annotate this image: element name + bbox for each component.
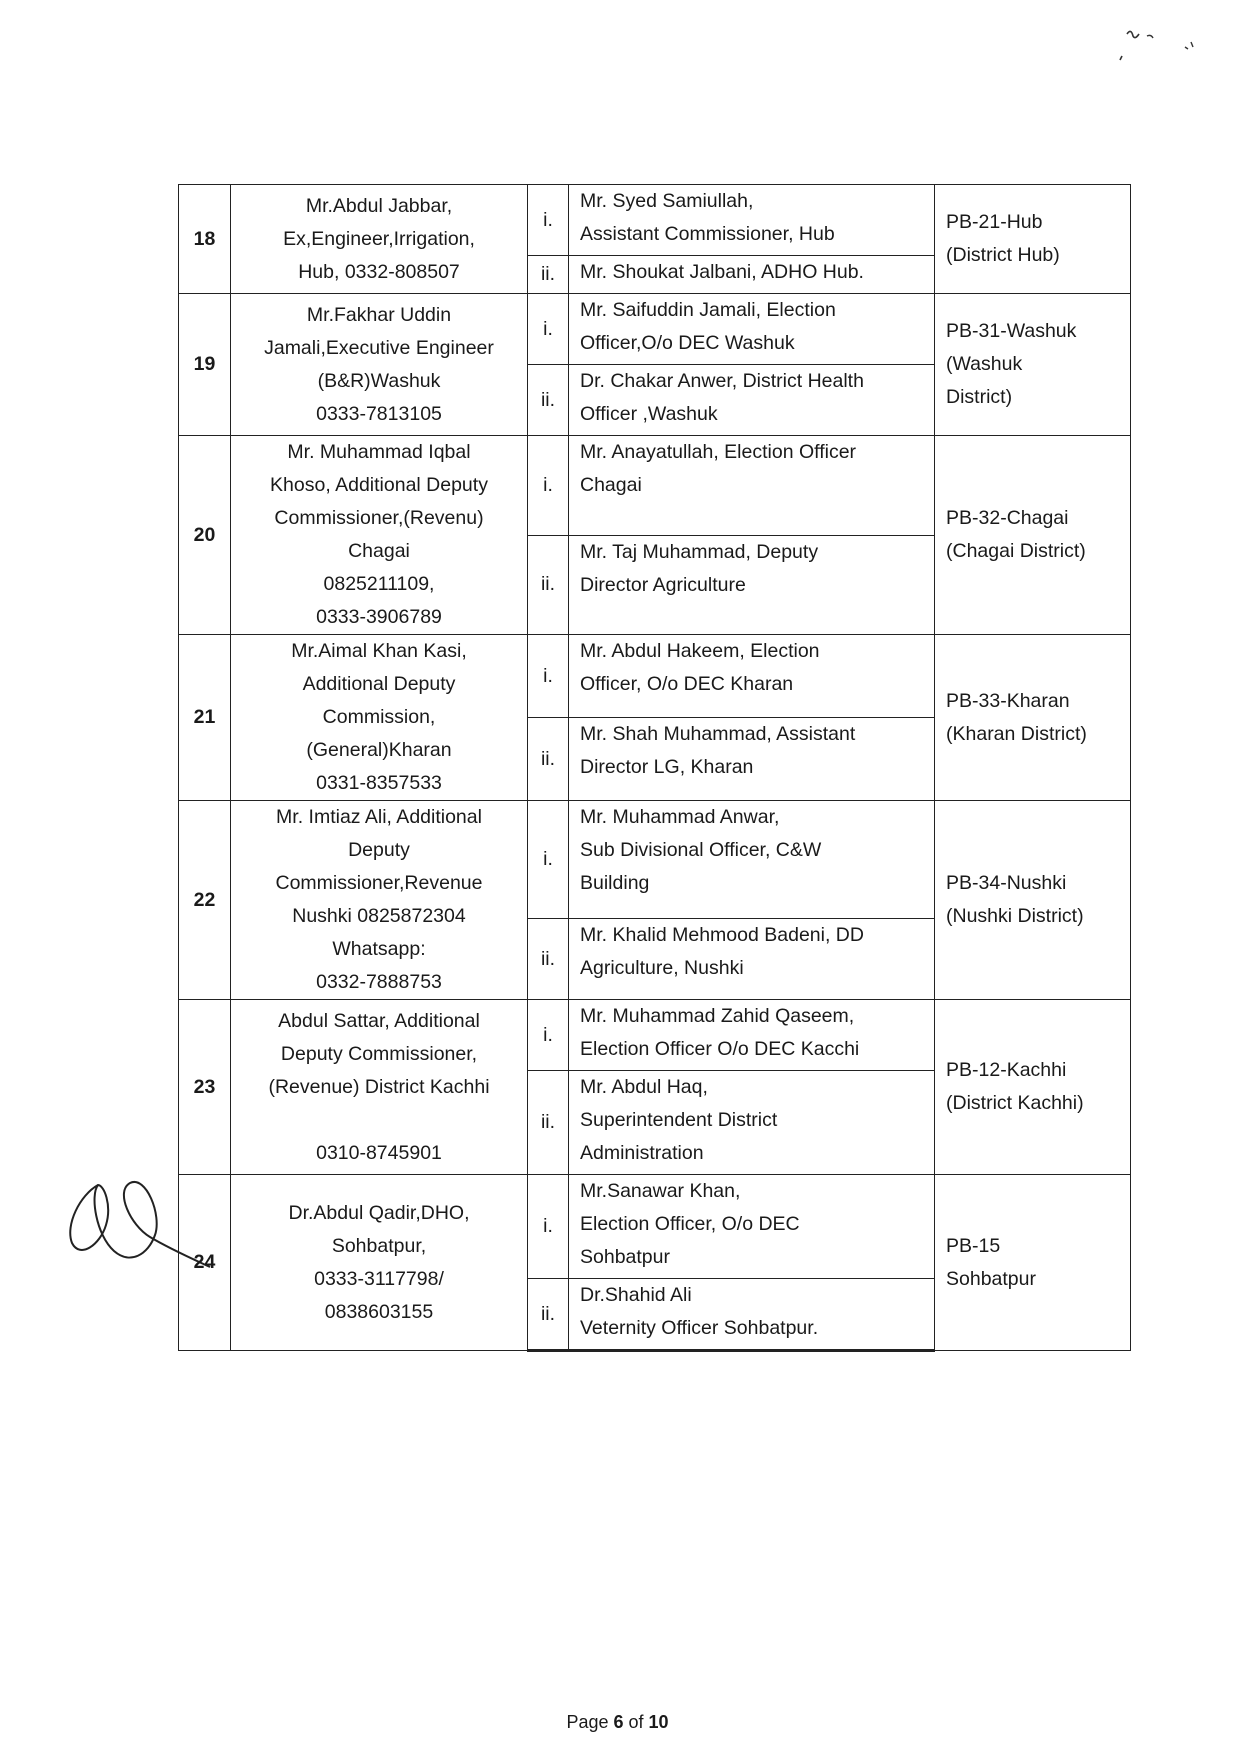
member-line: Sub Divisional Officer, C&W: [580, 839, 822, 861]
member-index: i.: [543, 1023, 553, 1046]
member-index-cell: [528, 1000, 569, 1071]
member-index: i.: [543, 848, 553, 871]
member-index-cell: [528, 185, 569, 256]
member-line: Mr. Muhammad Anwar,: [580, 806, 780, 828]
page-label: Page: [566, 1712, 614, 1732]
member-line: Election Officer O/o DEC Kacchi: [580, 1038, 860, 1060]
member-line: Mr. Shoukat Jalbani, ADHO Hub.: [580, 261, 864, 283]
officer-line: Jamali,Executive Engineer: [264, 336, 494, 359]
returning-officer-cell: [231, 294, 528, 436]
serial-number-cell: [179, 1175, 231, 1351]
officer-line: Deputy Commissioner,: [280, 1042, 478, 1065]
constituency-cell: [935, 801, 1131, 1000]
member-line: Building: [580, 872, 650, 894]
election-officers-table: [178, 184, 1131, 1352]
page-number: 6: [613, 1712, 624, 1732]
page-footer: [0, 1712, 1235, 1733]
member-index: ii.: [540, 1302, 556, 1325]
serial-number: 24: [193, 1251, 216, 1273]
constituency-line: PB-33-Kharan: [946, 689, 1070, 712]
table-row: [179, 185, 1131, 256]
member-index-cell: [528, 1071, 569, 1175]
serial-number: 20: [193, 523, 216, 546]
officer-line: Chagai: [348, 540, 410, 562]
officer-line: Hub, 0332-808507: [298, 260, 460, 283]
member-line: Dr. Chakar Anwer, District Health: [580, 370, 864, 392]
constituency-cell: [935, 185, 1131, 294]
serial-number-cell: [179, 436, 231, 635]
member-index: ii.: [540, 747, 556, 770]
member-index-cell: [528, 1175, 569, 1279]
handwritten-scribble: [1115, 22, 1215, 82]
officer-line: Additional Deputy: [302, 673, 456, 695]
member-line: Officer,O/o DEC Washuk: [580, 332, 795, 354]
officer-line: 0333-3906789: [316, 606, 442, 628]
officer-line: Mr. Imtiaz Ali, Additional: [276, 806, 482, 828]
serial-number-cell: [179, 1000, 231, 1175]
table-row: [179, 801, 1131, 919]
member-line: Assistant Commissioner, Hub: [580, 223, 835, 245]
member-index: ii.: [540, 573, 556, 596]
officer-line: Deputy: [348, 839, 410, 861]
member-line: Mr. Anayatullah, Election Officer: [580, 441, 857, 463]
member-cell: [569, 1071, 935, 1175]
returning-officer-cell: [231, 1000, 528, 1175]
member-line: Agriculture, Nushki: [580, 957, 744, 980]
member-index: i.: [543, 208, 553, 231]
serial-number: 19: [193, 353, 216, 375]
officer-line: Sohbatpur,: [331, 1234, 427, 1257]
officer-line: 0333-7813105: [316, 402, 442, 425]
member-cell: [569, 1175, 935, 1279]
officer-line: Abdul Sattar, Additional: [278, 1009, 480, 1032]
page-total: 10: [648, 1712, 669, 1732]
member-line: Mr. Muhammad Zahid Qaseem,: [580, 1005, 855, 1027]
member-index-cell: [528, 801, 569, 919]
member-index: i.: [543, 1215, 553, 1237]
member-index-cell: [528, 919, 569, 1000]
member-index-cell: [528, 635, 569, 718]
member-index: i.: [543, 473, 553, 496]
serial-number-cell: [179, 635, 231, 801]
officer-line: 0332-7888753: [316, 971, 442, 993]
officer-line: Whatsapp:: [332, 938, 426, 960]
serial-number: 23: [193, 1075, 216, 1098]
member-cell: [569, 294, 935, 365]
member-cell: [569, 436, 935, 536]
member-line: Officer ,Washuk: [580, 403, 718, 425]
member-cell: [569, 256, 935, 294]
constituency-line: PB-12-Kachhi: [946, 1059, 1067, 1081]
serial-number: 22: [193, 888, 216, 911]
table-row: [179, 1000, 1131, 1071]
officer-line: 0838603155: [324, 1300, 434, 1323]
member-index: i.: [543, 664, 553, 687]
member-line: Mr. Abdul Hakeem, Election: [580, 640, 820, 662]
officer-line: Dr.Abdul Qadir,DHO,: [288, 1201, 470, 1224]
member-line: Mr. Taj Muhammad, Deputy: [580, 540, 819, 563]
serial-number-cell: [179, 185, 231, 294]
constituency-cell: [935, 436, 1131, 635]
officer-line: Mr.Fakhar Uddin: [306, 303, 452, 326]
member-cell: [569, 1279, 935, 1351]
officer-line: 0825211109,: [323, 573, 435, 595]
member-cell: [569, 801, 935, 919]
serial-number: 21: [193, 706, 216, 728]
officer-line: [237, 1104, 521, 1137]
member-index-cell: [528, 294, 569, 365]
constituency-line: Sohbatpur: [946, 1267, 1036, 1290]
constituency-cell: [935, 635, 1131, 801]
officer-line: 0333-3117798/: [314, 1267, 444, 1290]
member-index-cell: [528, 365, 569, 436]
member-line: Officer, O/o DEC Kharan: [580, 673, 794, 695]
officer-line: (B&R)Washuk: [317, 369, 441, 392]
member-index: ii.: [540, 947, 556, 970]
member-line: Mr. Shah Muhammad, Assistant: [580, 723, 856, 745]
constituency-line: (Washuk: [946, 353, 1023, 375]
member-index: i.: [543, 317, 553, 340]
member-index-cell: [528, 535, 569, 635]
constituency-line: PB-15: [946, 1234, 1001, 1257]
member-index-cell: [528, 1279, 569, 1351]
member-line: Director LG, Kharan: [580, 756, 754, 778]
constituency-cell: [935, 1000, 1131, 1175]
constituency-line: PB-31-Washuk: [946, 320, 1077, 342]
officer-line: Mr.Abdul Jabbar,: [305, 194, 453, 217]
officer-line: (Revenue) District Kachhi: [268, 1075, 490, 1098]
member-cell: [569, 185, 935, 256]
table-row: [179, 635, 1131, 718]
officer-line: 0310-8745901: [316, 1141, 442, 1164]
member-line: Veternity Officer Sohbatpur.: [580, 1317, 819, 1339]
constituency-cell: [935, 294, 1131, 436]
member-index-cell: [528, 436, 569, 536]
constituency-line: (Nushki District): [946, 905, 1084, 927]
serial-number: 18: [193, 227, 216, 250]
officer-line: Commissioner,Revenue: [275, 872, 483, 894]
constituency-line: PB-21-Hub: [946, 211, 1043, 233]
member-line: Mr. Syed Samiullah,: [580, 190, 754, 212]
officer-line: Commissioner,(Revenu): [274, 507, 484, 529]
member-line: Sohbatpur: [580, 1246, 670, 1268]
page-of-label: of: [623, 1712, 649, 1732]
returning-officer-cell: [231, 1175, 528, 1351]
member-line: Chagai: [580, 474, 642, 496]
returning-officer-cell: [231, 635, 528, 801]
member-line: Superintendent District: [580, 1109, 778, 1131]
member-cell: [569, 635, 935, 718]
member-line: Mr. Saifuddin Jamali, Election: [580, 299, 836, 321]
table-row: [179, 436, 1131, 536]
constituency-line: (District Kachhi): [946, 1092, 1084, 1114]
member-cell: [569, 919, 935, 1000]
constituency-line: District): [946, 386, 1013, 408]
member-line: Mr. Khalid Mehmood Badeni, DD: [580, 924, 864, 947]
constituency-line: (Kharan District): [946, 722, 1087, 745]
officer-line: (General)Kharan: [306, 739, 452, 761]
officer-line: Khoso, Additional Deputy: [270, 474, 488, 496]
member-index-cell: [528, 718, 569, 801]
officer-line: Commission,: [322, 706, 436, 728]
member-index: ii.: [540, 1111, 556, 1133]
returning-officer-cell: [231, 801, 528, 1000]
member-line: Mr.Sanawar Khan,: [580, 1180, 741, 1202]
member-line: Director Agriculture: [580, 573, 746, 596]
constituency-cell: [935, 1175, 1131, 1351]
officer-line: Mr.Aimal Khan Kasi,: [291, 640, 467, 662]
returning-officer-cell: [231, 436, 528, 635]
constituency-line: (District Hub): [946, 244, 1060, 266]
member-cell: [569, 365, 935, 436]
serial-number-cell: [179, 801, 231, 1000]
officer-line: Ex,Engineer,Irrigation,: [283, 227, 475, 250]
constituency-line: (Chagai District): [946, 540, 1086, 562]
table-row: [179, 1175, 1131, 1279]
member-index-cell: [528, 256, 569, 294]
member-line: Administration: [580, 1142, 704, 1164]
serial-number-cell: [179, 294, 231, 436]
member-line: Dr.Shahid Ali: [580, 1284, 692, 1306]
member-line: Election Officer, O/o DEC: [580, 1213, 800, 1235]
constituency-line: PB-32-Chagai: [946, 507, 1069, 529]
officer-line: 0331-8357533: [316, 772, 442, 794]
member-cell: [569, 718, 935, 801]
member-index: ii.: [540, 263, 556, 285]
officer-line: Mr. Muhammad Iqbal: [287, 441, 471, 463]
member-cell: [569, 535, 935, 635]
officer-line: Nushki 0825872304: [292, 905, 466, 927]
constituency-line: PB-34-Nushki: [946, 872, 1067, 894]
member-line: Mr. Abdul Haq,: [580, 1076, 708, 1098]
member-cell: [569, 1000, 935, 1071]
member-index: ii.: [540, 388, 556, 411]
returning-officer-cell: [231, 185, 528, 294]
table-row: [179, 294, 1131, 365]
